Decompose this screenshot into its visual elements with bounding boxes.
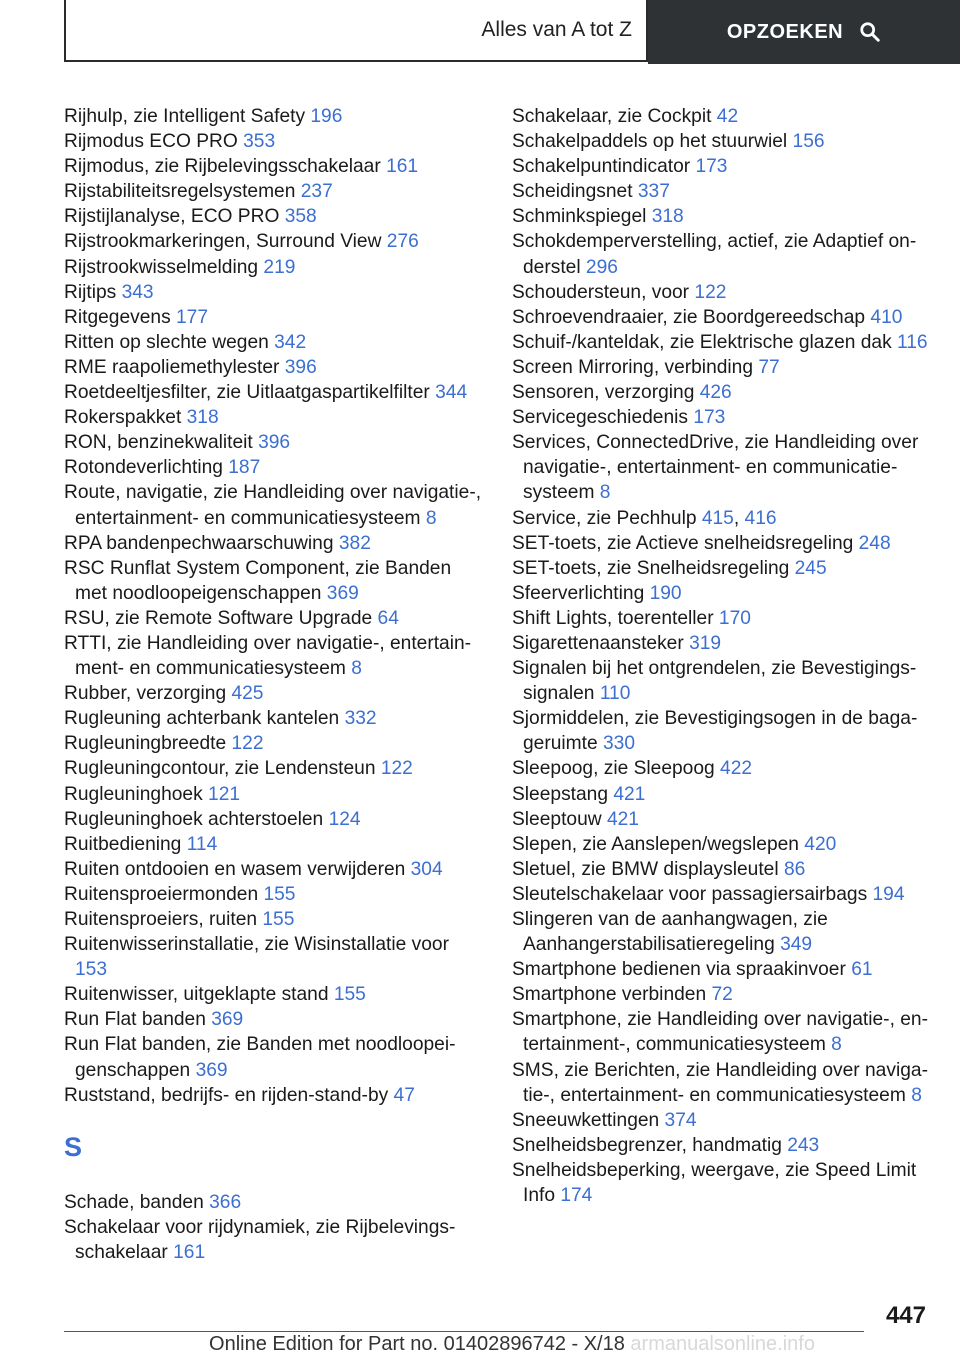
tab-index-a-z[interactable] <box>64 0 648 62</box>
page-reference-link[interactable]: 187 <box>228 457 261 479</box>
index-entry <box>64 832 484 857</box>
index-entry-term: Shift Lights, toerenteller <box>512 607 719 629</box>
index-entry <box>512 380 932 405</box>
page-reference-link[interactable]: 122 <box>231 733 264 755</box>
index-entry-term: Rijstabiliteitsregelsystemen <box>64 181 301 203</box>
index-entry-term: Sensoren, verzorging <box>512 382 700 404</box>
index-column-left <box>64 104 484 1265</box>
index-entry-term: Sleepoog, zie Sleepoog <box>512 758 721 780</box>
index-entry-term: Schakelpaddels op het stuurwiel <box>512 131 793 153</box>
index-entry <box>64 982 484 1007</box>
page-reference-link[interactable]: 174 <box>560 1185 593 1207</box>
index-entry <box>64 706 484 731</box>
index-entry-term: Service, zie Pechhulp <box>512 507 702 529</box>
index-entry <box>512 531 932 556</box>
index-entry <box>512 280 932 305</box>
index-entry-term: Schakelpuntindicator <box>512 156 696 178</box>
index-entry-term: SET-toets, zie Snelheidsregeling <box>512 557 795 579</box>
index-entry <box>512 305 932 330</box>
page-reference-link[interactable]: 116 <box>897 331 928 353</box>
page-reference-link[interactable]: 161 <box>386 156 419 178</box>
index-entry-term: RON, benzinekwaliteit <box>64 432 259 454</box>
page-reference-link[interactable]: 318 <box>186 407 219 429</box>
index-entry-term: Sneeuwkettingen <box>512 1109 665 1131</box>
page-reference-link[interactable]: 155 <box>262 909 295 930</box>
index-entry <box>64 455 484 480</box>
page-reference-link[interactable]: 426 <box>699 382 732 404</box>
index-entry-term: Scheidingsnet <box>512 181 638 203</box>
page-reference-link[interactable]: 319 <box>689 632 722 654</box>
index-entry-term: Schade, banden <box>64 1191 210 1213</box>
index-entry <box>64 280 484 305</box>
index-entry-term: Schuif-/kanteldak, zie Elektrische glazen dak <box>512 331 898 353</box>
index-entry <box>64 154 484 179</box>
index-entry-term: Smartphone bedienen via spraakinvoer <box>512 959 852 981</box>
page-reference-link[interactable]: 47 <box>393 1084 415 1106</box>
index-entry <box>512 179 932 204</box>
page-reference-link[interactable]: 121 <box>208 783 241 805</box>
index-entry <box>512 756 932 781</box>
page-reference-link[interactable]: 342 <box>274 331 307 353</box>
index-entry-term: Schoudersteun, voor <box>512 281 695 303</box>
tab-index-label: Alles van A tot Z <box>481 18 632 41</box>
page-reference-link[interactable]: 42 <box>716 106 739 127</box>
index-entry-term: Rugleuninghoek achterstoelen <box>64 808 329 830</box>
index-column-right <box>512 104 932 1208</box>
page-reference-link[interactable]: 396 <box>284 356 317 378</box>
index-entry-term: Ruststand, bedrijfs- en rijden-stand-by <box>64 1084 394 1106</box>
page-reference-link[interactable]: 72 <box>711 984 733 1006</box>
page-reference-link[interactable]: 156 <box>792 131 825 153</box>
index-list-s-continued <box>512 104 932 1208</box>
index-entry <box>64 179 484 204</box>
index-entry-term: Slepen, zie Aanslepen/wegslepen <box>512 833 805 855</box>
tab-search[interactable] <box>648 0 960 64</box>
footer-divider <box>64 1331 864 1332</box>
page-reference-link[interactable]: 369 <box>326 582 359 604</box>
index-entry <box>512 782 932 807</box>
index-entry <box>512 154 932 179</box>
index-entry <box>512 1058 932 1108</box>
index-entry <box>64 129 484 154</box>
index-entry-term: RME raapoliemethylester <box>64 356 285 378</box>
index-entry-term: Route, navigatie, zie Handleiding over navigatie-, entertainment- en communicatiesysteem <box>64 482 482 529</box>
index-entry <box>64 1215 484 1265</box>
page-reference-link[interactable]: 161 <box>173 1241 206 1263</box>
index-entry-term: Ruitensproeiers, ruiten <box>64 909 263 930</box>
index-entry-term: SMS, zie Berichten, zie Handleiding over navigatie-, entertainment- en communicatiesysteem <box>512 1059 928 1106</box>
index-entry-term: SET-toets, zie Actieve snelheidsregeling <box>512 532 859 554</box>
index-entry <box>64 606 484 631</box>
footer <box>0 1333 960 1356</box>
index-entry-term: Rijhulp, zie Intelligent Safety <box>64 106 311 127</box>
index-entry <box>64 782 484 807</box>
index-entry-term: Schakelaar, zie Cockpit <box>512 106 717 127</box>
index-entry-term: Services, ConnectedDrive, zie Handleiding over navigatie-, entertainment- en communicatiesysteem <box>512 432 919 504</box>
page-reference-link[interactable]: 237 <box>300 181 333 203</box>
index-entry <box>64 756 484 781</box>
index-entry <box>512 129 932 154</box>
index-entry <box>64 907 484 932</box>
page-reference-link[interactable]: 248 <box>858 532 891 554</box>
index-entry-term: RTTI, zie Handleiding over navigatie-, entertainment- en communicatiesysteem <box>64 632 472 680</box>
index-entry <box>64 681 484 706</box>
footer-watermark: armanualsonline.info <box>630 1333 815 1355</box>
page-reference-link[interactable]: 196 <box>310 106 343 127</box>
index-entry-term: Schakelaar voor rijdynamiek, zie Rijbelevingsschakelaar <box>64 1216 456 1263</box>
index-entry-term: Ritgegevens <box>64 306 176 328</box>
index-entry-term: Smartphone, zie Handleiding over navigatie-, entertainment-, communicatiesysteem <box>512 1009 928 1056</box>
page-separator: , <box>733 507 745 529</box>
page-reference-link[interactable]: 86 <box>783 858 806 880</box>
index-entry <box>64 1007 484 1032</box>
index-entry-term: Rugleuningbreedte <box>64 733 232 755</box>
index-entry <box>512 1133 932 1158</box>
index-entry-term: Rotondeverlichting <box>64 457 229 479</box>
index-entry <box>64 531 484 556</box>
index-entry <box>512 104 932 129</box>
page-reference-link[interactable]: 155 <box>333 984 366 1006</box>
header-tabbar <box>64 0 960 64</box>
index-entry-term: Rijmodus ECO PRO <box>64 131 244 153</box>
index-entry-term: RSC Runflat System Component, zie Banden met noodloopeigenschappen <box>64 557 452 604</box>
index-entry <box>64 330 484 355</box>
page-reference-link[interactable]: 173 <box>695 156 728 178</box>
page-reference-link[interactable]: 358 <box>284 206 317 228</box>
page-reference-link[interactable]: 114 <box>186 833 218 855</box>
index-entry <box>64 857 484 882</box>
page-reference-link[interactable]: 243 <box>787 1134 820 1156</box>
index-entry <box>64 807 484 832</box>
index-entry-term: Sfeerverlichting <box>512 582 650 604</box>
page-reference-link[interactable]: 330 <box>602 733 635 755</box>
index-entry-term: Ruitensproeiermonden <box>64 883 264 905</box>
index-entry-term: Ruitenwisserinstallatie, zie Wisinstallatie voor <box>64 934 449 956</box>
index-entry-term: Ruitbediening <box>64 833 187 855</box>
index-entry-term: Rijtips <box>64 281 122 303</box>
index-entry-term: RSU, zie Remote Software Upgrade <box>64 607 378 629</box>
page-reference-link[interactable]: 8 <box>599 482 611 504</box>
index-entry-term: Sletuel, zie BMW displaysleutel <box>512 858 784 880</box>
index-entry <box>512 807 932 832</box>
index-entry-term: Schokdemperverstelling, actief, zie Adaptief onderstel <box>512 231 917 278</box>
page-reference-link[interactable]: 276 <box>386 231 419 253</box>
index-entry <box>64 305 484 330</box>
index-entry-term: Sleeptouw <box>512 808 607 830</box>
page-reference-link[interactable]: 304 <box>410 858 443 880</box>
page-reference-link[interactable]: 190 <box>649 582 682 604</box>
footer-edition-text: Online Edition for Part no. 01402896742 - X/18 <box>209 1333 625 1355</box>
index-entry <box>512 982 932 1007</box>
index-entry <box>512 330 932 355</box>
page-reference-link[interactable]: 61 <box>851 959 873 981</box>
index-entry-term: Rugleuningcontour, zie Lendensteun <box>64 758 381 780</box>
page-reference-link[interactable]: 245 <box>794 557 827 579</box>
index-entry <box>512 1007 932 1057</box>
page-reference-link[interactable]: 318 <box>651 206 684 228</box>
page-reference-link[interactable]: 425 <box>231 683 264 705</box>
page-reference-link[interactable]: 124 <box>328 808 361 830</box>
index-entry-term: Smartphone verbinden <box>512 984 712 1006</box>
page-reference-link[interactable]: 64 <box>377 607 399 629</box>
index-entry-term: Ruiten ontdooien en wasem verwijderen <box>64 858 411 880</box>
index-entry <box>64 204 484 229</box>
index-entry-term: Run Flat banden, zie Banden met noodloopeigenschappen <box>64 1034 456 1081</box>
index-entry <box>512 957 932 982</box>
index-entry <box>64 1190 484 1215</box>
index-entry-term: Snelheidsbeperking, weergave, zie Speed Limit Info <box>512 1159 917 1207</box>
index-entry <box>512 1108 932 1133</box>
page-reference-link[interactable]: 344 <box>435 382 468 404</box>
index-entry-term: Run Flat banden <box>64 1009 212 1031</box>
index-entry <box>64 480 484 530</box>
page-reference-link[interactable]: 122 <box>694 281 727 303</box>
index-entry <box>64 380 484 405</box>
index-entry <box>512 430 932 505</box>
index-entry <box>64 731 484 756</box>
index-entry <box>512 706 932 756</box>
page-reference-link[interactable]: 8 <box>831 1034 842 1056</box>
page-reference-link[interactable]: 353 <box>243 131 276 153</box>
index-entry <box>64 229 484 254</box>
index-entry-term: Screen Mirroring, verbinding <box>512 356 759 378</box>
index-entry-term: Sleepstang <box>512 783 614 805</box>
index-entry-term: Rijmodus, zie Rijbelevingsschakelaar <box>64 156 387 178</box>
index-entry-term: Roetdeeltjesfilter, zie Uitlaatgaspartikelfilter <box>64 382 436 404</box>
index-entry <box>512 229 932 279</box>
index-entry <box>512 204 932 229</box>
index-entry <box>512 506 932 531</box>
page-reference-link[interactable]: 332 <box>344 708 377 730</box>
index-entry <box>512 857 932 882</box>
page-reference-link[interactable]: 369 <box>211 1009 244 1031</box>
index-entry-term: Sleutelschakelaar voor passagiersairbags <box>512 883 873 905</box>
index-entry-term: Snelheidsbegrenzer, handmatig <box>512 1134 788 1156</box>
index-entry <box>64 932 484 982</box>
page-reference-link[interactable]: 8 <box>911 1084 922 1106</box>
index-entry <box>512 907 932 957</box>
page-reference-link[interactable]: 170 <box>718 607 751 629</box>
index-list-r <box>64 104 484 1108</box>
index-entry-term: Schminkspiegel <box>512 206 652 228</box>
index-entry <box>512 1158 932 1208</box>
tab-search-label: OPZOEKEN <box>726 20 844 43</box>
page-reference-link[interactable]: 296 <box>585 256 618 278</box>
index-entry <box>64 355 484 380</box>
page-reference-link[interactable]: 410 <box>870 306 903 328</box>
page-reference-link[interactable]: 349 <box>780 934 813 956</box>
page-reference-link[interactable]: 122 <box>380 758 413 780</box>
index-entry <box>512 882 932 907</box>
index-entry <box>512 606 932 631</box>
page-reference-link[interactable]: 421 <box>613 783 646 805</box>
page-number: 447 <box>885 1302 926 1329</box>
page-reference-link[interactable]: 177 <box>176 306 209 328</box>
index-entry <box>64 405 484 430</box>
index-entry <box>512 656 932 706</box>
index-entry-term: Servicegeschiedenis <box>512 407 694 429</box>
index-entry <box>64 556 484 606</box>
index-entry <box>512 832 932 857</box>
index-entry <box>64 1032 484 1082</box>
page-reference-link[interactable]: 8 <box>425 507 437 529</box>
index-entry-term: Signalen bij het ontgrendelen, zie Bevestigingssignalen <box>512 658 917 705</box>
page-reference-link[interactable]: 420 <box>804 833 837 855</box>
page-reference-link[interactable]: 337 <box>637 181 670 203</box>
index-entry <box>512 581 932 606</box>
page-reference-link[interactable]: 369 <box>195 1059 228 1081</box>
index-entry-term: Rijstrookmarkeringen, Surround View <box>64 231 387 253</box>
index-entry <box>64 1083 484 1108</box>
index-entry-term: RPA bandenpechwaarschuwing <box>64 532 339 554</box>
page-reference-link[interactable]: 415 <box>701 507 734 529</box>
index-entry <box>64 882 484 907</box>
page-reference-link[interactable]: 110 <box>599 683 631 705</box>
page-reference-link[interactable]: 396 <box>258 432 291 454</box>
index-entry <box>64 255 484 280</box>
index-entry-term: Ruitenwisser, uitgeklapte stand <box>64 984 334 1006</box>
page-reference-link[interactable]: 366 <box>209 1191 242 1213</box>
section-letter-s: S <box>64 1131 83 1162</box>
search-icon <box>859 21 881 43</box>
index-entry-term: Sigarettenaansteker <box>512 632 690 654</box>
page-reference-link[interactable]: 382 <box>338 532 371 554</box>
index-entry <box>64 104 484 129</box>
page-reference-link[interactable]: 77 <box>758 356 780 378</box>
index-entry-term: Schroevendraaier, zie Boordgereedschap <box>512 306 871 328</box>
index-entry-term: Rubber, verzorging <box>64 683 232 705</box>
page-reference-link[interactable]: 374 <box>664 1109 697 1131</box>
index-entry <box>64 631 484 681</box>
page-reference-link[interactable]: 343 <box>121 281 154 303</box>
page-reference-link[interactable]: 219 <box>263 256 296 278</box>
index-entry-term: Slingeren van de aanhangwagen, zie Aanhangerstabilisatieregeling <box>512 909 828 956</box>
index-entry-term: Sjormiddelen, zie Bevestigingsogen in de bagageruimte <box>512 708 918 755</box>
page-reference-link[interactable]: 155 <box>263 883 296 905</box>
index-entry-term: Rijstrookwisselmelding <box>64 256 264 278</box>
page-reference-link[interactable]: 421 <box>606 808 639 830</box>
index-entry-term: Ritten op slechte wegen <box>64 331 275 353</box>
index-entry-term: Rugleuninghoek <box>64 783 209 805</box>
index-entry <box>512 405 932 430</box>
index-entry <box>512 556 932 581</box>
page-reference-link[interactable]: 422 <box>720 758 753 780</box>
page-reference-link[interactable]: 8 <box>351 658 362 680</box>
index-entry-term: Rijstijlanalyse, ECO PRO <box>64 206 285 228</box>
page-reference-link[interactable]: 194 <box>872 883 905 905</box>
page-reference-link[interactable]: 153 <box>75 959 108 981</box>
index-entry-term: Rokerspakket <box>64 407 187 429</box>
index-entry <box>512 355 932 380</box>
index-list-s <box>64 1190 484 1265</box>
page-reference-link[interactable]: 416 <box>744 507 777 529</box>
index-entry-term: Rugleuning achterbank kantelen <box>64 708 345 730</box>
index-entry <box>64 430 484 455</box>
index-entry <box>512 631 932 656</box>
page-reference-link[interactable]: 173 <box>693 407 726 429</box>
